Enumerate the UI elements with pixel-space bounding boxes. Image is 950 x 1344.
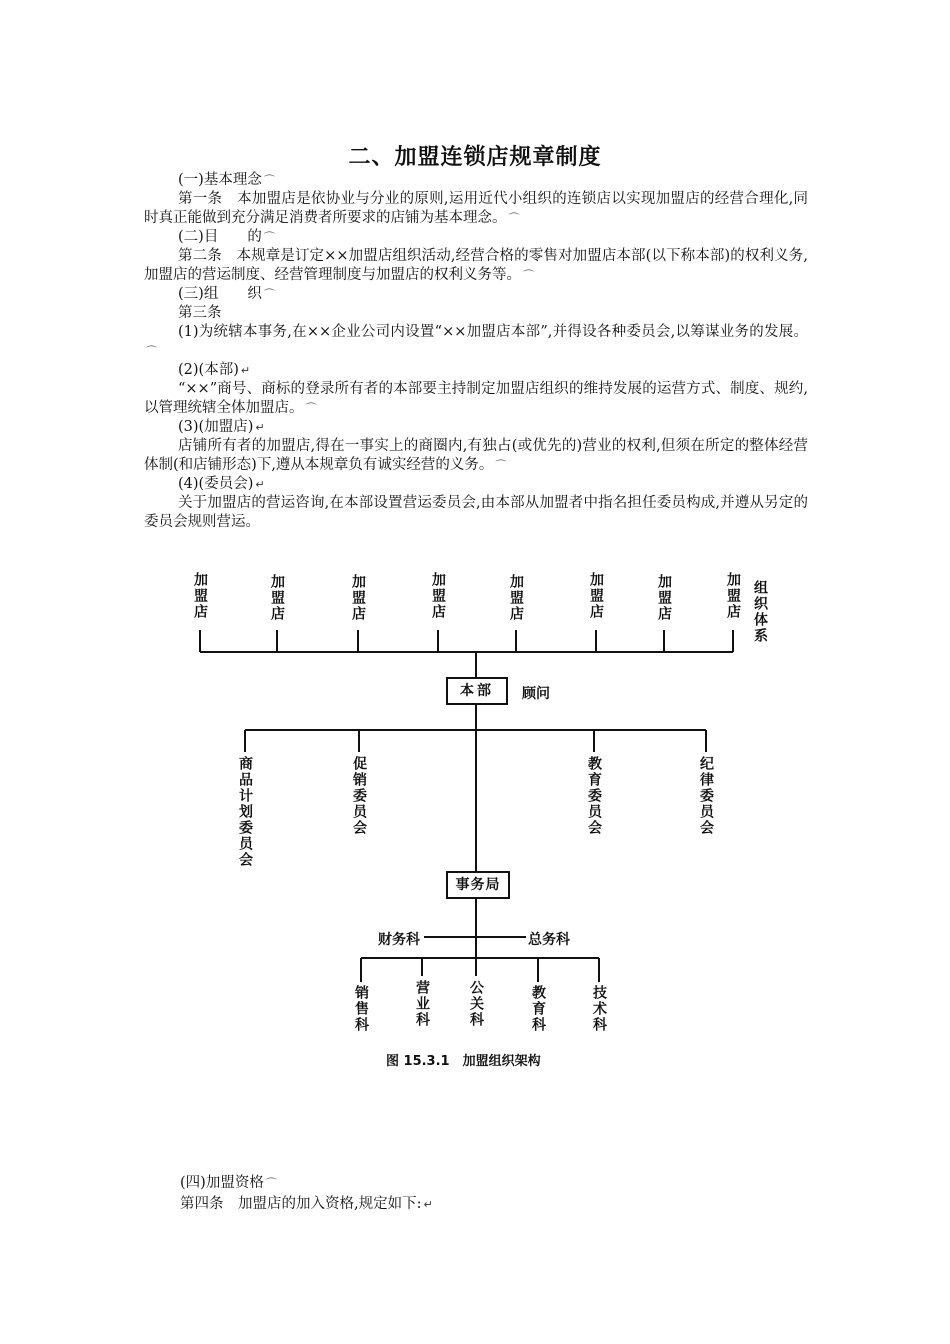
committee-label: 教育委员会 [586, 756, 602, 836]
committee-label: 纪律委员会 [698, 756, 714, 836]
store-label: 加盟店 [725, 572, 741, 620]
store-label: 加盟店 [588, 572, 604, 620]
paragraph-mark-icon: ⌒ [263, 174, 275, 187]
finance-label: 财务科 [378, 932, 420, 948]
paragraph-mark-icon: ⌒ [523, 269, 534, 282]
item-1: (1)为统辖本事务,在××企业公司内设置“××加盟店本部”,并得设各种委员会,以筹谋业务的发展。⌒ [146, 324, 808, 358]
paragraph-mark-icon: ⌒ [146, 345, 157, 358]
hq-box: 本部 [446, 677, 508, 705]
office-box: 事务局 [446, 871, 510, 899]
system-label: 组织体系 [752, 580, 768, 644]
department-label: 教育科 [530, 985, 546, 1033]
section-heading-4: (四)加盟资格 ⌒ [180, 1175, 277, 1191]
section-heading-2: (二)目 的 ⌒ [178, 229, 275, 245]
article-3: 第三条 [178, 305, 222, 321]
department-label: 公关科 [468, 980, 484, 1028]
article-4: 第四条 加盟店的加入资格,规定如下: ↵ [180, 1196, 433, 1212]
line-break-icon: ↵ [423, 1198, 433, 1211]
line-break-icon: ↵ [240, 364, 251, 377]
article-1: 第一条 本加盟店是依协业与分业的原则,运用近代小组织的连锁店以实现加盟店的经营合理化,同时真正能做到充分满足消费者所要求的店铺为基本理念。 ⌒ [144, 191, 808, 226]
line-break-icon: ↵ [255, 421, 265, 434]
committee-label: 促销委员会 [351, 756, 367, 836]
item-3: 店铺所有者的加盟店,得在一事实上的商圈内,有独占(或优先的)营业的权利,但须在所定的整体经营体制(和店铺形态)下,遵从本规章负有诚实经营的义务。 ⌒ [144, 438, 808, 473]
page-title: 二、加盟连锁店规章制度 [348, 145, 602, 170]
general-affairs-label: 总务科 [528, 932, 570, 948]
department-label: 技术科 [591, 985, 607, 1033]
article-2: 第二条 本规章是订定××加盟店组织活动,经营合格的零售对加盟店本部(以下称本部)的权利义务,加盟店的营运制度、经营管理制度与加盟店的权利义务等。 ⌒ [144, 248, 808, 283]
section-heading-1: (一)基本理念 ⌒ [178, 172, 275, 188]
paragraph-mark-icon: ⌒ [263, 288, 275, 301]
paragraph-mark-icon: ⌒ [263, 231, 275, 244]
store-label: 加盟店 [269, 574, 285, 622]
item-2: “××”商号、商标的登录所有者的本部要主持制定加盟店组织的维持发展的运营方式、制度、规约,以管理统辖全体加盟店。 ⌒ [144, 381, 808, 416]
store-label: 加盟店 [192, 572, 208, 620]
advisor-label: 顾问 [522, 686, 550, 702]
paragraph-mark-icon: ⌒ [305, 402, 317, 415]
store-label: 加盟店 [430, 572, 446, 620]
line-break-icon: ↵ [255, 478, 265, 491]
department-label: 销售科 [353, 985, 369, 1033]
paragraph-mark-icon: ⌒ [508, 212, 520, 225]
item-4: 关于加盟店的营运咨询,在本部设置营运委员会,由本部从加盟者中指名担任委员构成,并遵从另定的委员会规则营运。 [144, 495, 808, 530]
committee-label: 商品计划委员会 [237, 756, 253, 868]
paragraph-mark-icon: ⌒ [265, 1177, 277, 1190]
item-4-heading: (4)(委员会) ↵ [178, 476, 265, 492]
figure-caption: 图 15.3.1 加盟组织架构 [386, 1054, 541, 1069]
store-label: 加盟店 [508, 574, 524, 622]
section-heading-3: (三)组 织 ⌒ [178, 286, 275, 302]
department-label: 营业科 [414, 980, 430, 1028]
store-label: 加盟店 [350, 574, 366, 622]
store-label: 加盟店 [656, 574, 672, 622]
item-3-heading: (3)(加盟店) ↵ [178, 419, 265, 435]
item-2-heading: (2)(本部) ↵ [178, 362, 251, 378]
paragraph-mark-icon: ⌒ [495, 459, 507, 472]
